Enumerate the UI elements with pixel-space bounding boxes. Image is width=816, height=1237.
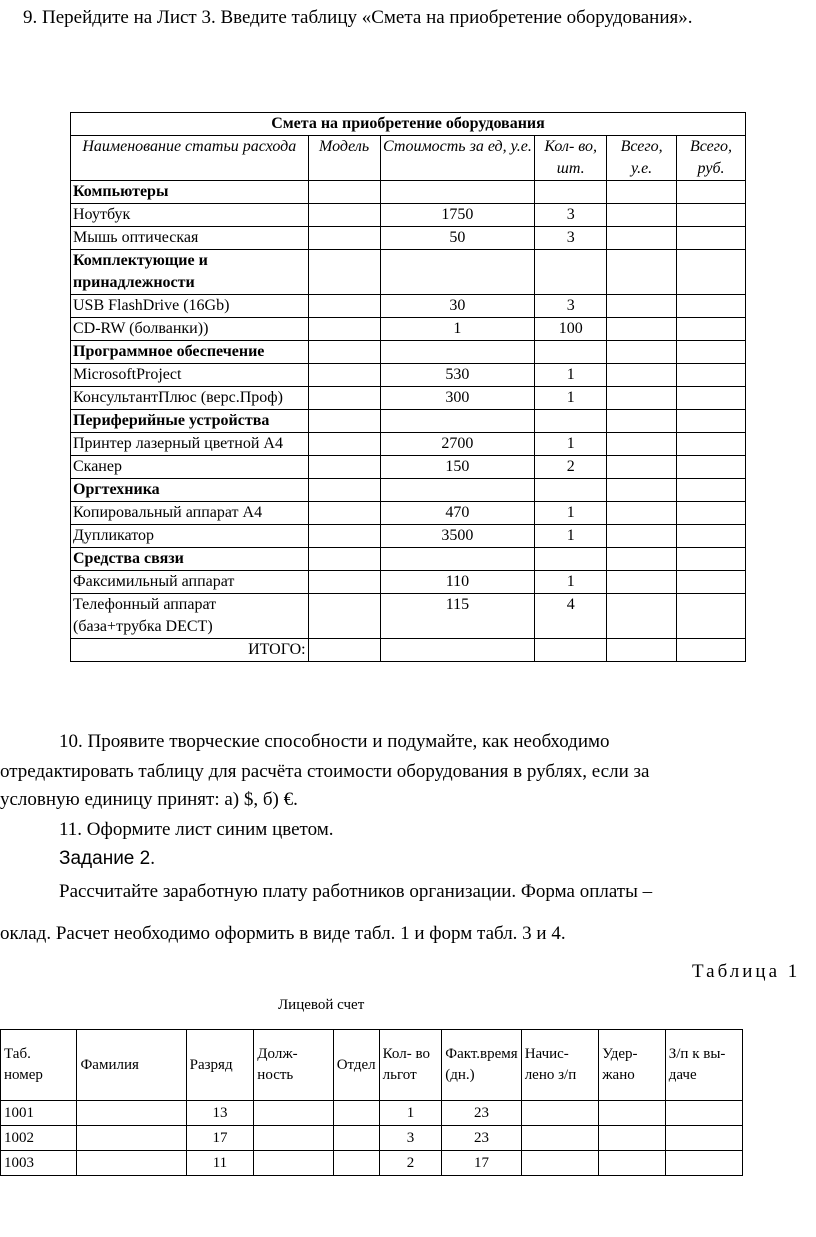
model-cell [308, 502, 380, 525]
item-name: CD-RW (болванки)) [71, 318, 309, 341]
col-header-qty: Кол- во, шт. [535, 136, 607, 181]
estimate-table-body [71, 181, 746, 639]
model-cell [308, 318, 380, 341]
table-cell [308, 639, 380, 662]
total-rub-cell [677, 479, 746, 502]
total-rub-cell [677, 502, 746, 525]
table-row [1, 1101, 743, 1126]
task-9: 9. Перейдите на Лист 3. Введите таблицу «Смета на приобретение оборудования». [23, 7, 693, 28]
task-10-line-1: 10. Проявите творческие способности и подумайте, как необходимо [59, 731, 610, 752]
total-ue-cell [607, 479, 677, 502]
benefits-cell: 3 [379, 1126, 442, 1151]
table-row [71, 295, 746, 318]
table-row [71, 204, 746, 227]
category-row [71, 410, 746, 433]
table-cell [677, 639, 746, 662]
item-name: Дупликатор [71, 525, 309, 548]
total-ue-cell [607, 318, 677, 341]
payout-cell [665, 1151, 742, 1176]
table-row [71, 502, 746, 525]
total-rub-cell [677, 341, 746, 364]
col-header-days: Факт.время (дн.) [442, 1030, 521, 1101]
table-row [71, 387, 746, 410]
qty-cell: 4 [535, 594, 607, 639]
col-header-payout: З/п к вы-даче [665, 1030, 742, 1101]
rank-cell: 17 [186, 1126, 254, 1151]
total-rub-cell [677, 410, 746, 433]
unit-price-cell: 30 [380, 295, 535, 318]
category-row [71, 341, 746, 364]
total-rub-cell [677, 227, 746, 250]
total-ue-cell [607, 571, 677, 594]
item-name: Мышь оптическая [71, 227, 309, 250]
qty-cell [535, 250, 607, 295]
col-header-accrued: Начис- лено з/п [521, 1030, 599, 1101]
total-ue-cell [607, 594, 677, 639]
item-name: MicrosoftProject [71, 364, 309, 387]
col-header-rank: Разряд [186, 1030, 254, 1101]
total-ue-cell [607, 364, 677, 387]
model-cell [308, 433, 380, 456]
category-name: Комплектующие и принадлежности [71, 250, 309, 295]
account-table-body [1, 1101, 743, 1176]
model-cell [308, 594, 380, 639]
table-row [71, 318, 746, 341]
qty-cell [535, 548, 607, 571]
total-rub-cell [677, 295, 746, 318]
task-2-line-2: оклад. Расчет необходимо оформить в виде табл. 1 и форм табл. 3 и 4. [0, 923, 566, 944]
col-header-benefits: Кол- во льгот [379, 1030, 442, 1101]
total-rub-cell [677, 364, 746, 387]
col-header-tab: Таб. номер [1, 1030, 77, 1101]
total-rub-cell [677, 181, 746, 204]
category-row [71, 250, 746, 295]
position-cell [254, 1151, 333, 1176]
task-2-heading [59, 847, 155, 871]
qty-cell: 1 [535, 525, 607, 548]
category-name: Средства связи [71, 548, 309, 571]
tab-cell: 1002 [1, 1126, 77, 1151]
total-rub-cell [677, 456, 746, 479]
item-name: Сканер [71, 456, 309, 479]
table-row [71, 571, 746, 594]
model-cell [308, 479, 380, 502]
unit-price-cell [380, 548, 535, 571]
model-cell [308, 548, 380, 571]
total-label: ИТОГО: [71, 639, 309, 662]
payout-cell [665, 1126, 742, 1151]
table-row [71, 594, 746, 639]
col-header-position: Долж- ность [254, 1030, 333, 1101]
model-cell [308, 227, 380, 250]
surname-cell [77, 1151, 186, 1176]
table-cell [380, 639, 535, 662]
dept-cell [333, 1151, 379, 1176]
qty-cell: 1 [535, 387, 607, 410]
unit-price-cell: 1 [380, 318, 535, 341]
unit-price-cell: 470 [380, 502, 535, 525]
col-header-surname: Фамилия [77, 1030, 186, 1101]
table-row [71, 525, 746, 548]
col-header-model: Модель [308, 136, 380, 181]
dept-cell [333, 1101, 379, 1126]
unit-price-cell: 150 [380, 456, 535, 479]
qty-cell: 1 [535, 364, 607, 387]
category-row [71, 548, 746, 571]
table-row [1, 1151, 743, 1176]
unit-price-cell [380, 250, 535, 295]
unit-price-cell: 3500 [380, 525, 535, 548]
model-cell [308, 525, 380, 548]
qty-cell [535, 181, 607, 204]
task-2-dot: . [150, 848, 155, 869]
item-name: КонсультантПлюс (верс.Проф) [71, 387, 309, 410]
col-header-withheld: Удер- жано [599, 1030, 666, 1101]
qty-cell [535, 479, 607, 502]
rank-cell: 11 [186, 1151, 254, 1176]
col-header-unit-price: Стоимость за ед, у.е. [380, 136, 535, 181]
unit-price-cell [380, 341, 535, 364]
item-name: USB FlashDrive (16Gb) [71, 295, 309, 318]
qty-cell: 3 [535, 204, 607, 227]
item-name: Факсимильный аппарат [71, 571, 309, 594]
total-ue-cell [607, 341, 677, 364]
tab-cell: 1001 [1, 1101, 77, 1126]
item-name: Телефонный аппарат (база+трубка DECT) [71, 594, 309, 639]
task-11: 11. Оформите лист синим цветом. [59, 819, 334, 840]
unit-price-cell: 110 [380, 571, 535, 594]
total-ue-cell [607, 525, 677, 548]
qty-cell: 2 [535, 456, 607, 479]
total-rub-cell [677, 318, 746, 341]
total-ue-cell [607, 387, 677, 410]
task-2-title: Задание 2 [59, 848, 151, 869]
total-rub-cell [677, 571, 746, 594]
total-ue-cell [607, 204, 677, 227]
unit-price-cell [380, 479, 535, 502]
item-name: Копировальный аппарат А4 [71, 502, 309, 525]
unit-price-cell: 530 [380, 364, 535, 387]
category-row [71, 479, 746, 502]
tab-cell: 1003 [1, 1151, 77, 1176]
col-header-name: Наименование статьи расхода [71, 136, 309, 181]
table-cell [535, 639, 607, 662]
category-name: Периферийные устройства [71, 410, 309, 433]
model-cell [308, 181, 380, 204]
model-cell [308, 250, 380, 295]
qty-cell: 1 [535, 502, 607, 525]
total-ue-cell [607, 502, 677, 525]
model-cell [308, 295, 380, 318]
item-name: Принтер лазерный цветной А4 [71, 433, 309, 456]
category-name: Оргтехника [71, 479, 309, 502]
col-header-total-rub: Всего, руб. [677, 136, 746, 181]
unit-price-cell: 1750 [380, 204, 535, 227]
task-10-line-3: условную единицу принят: а) $, б) €. [0, 789, 298, 810]
task-10-line-2: отредактировать таблицу для расчёта стоимости оборудования в рублях, если за [0, 761, 650, 782]
total-rub-cell [677, 548, 746, 571]
dept-cell [333, 1126, 379, 1151]
table-caption: Таблица 1 [692, 961, 801, 982]
accrued-cell [521, 1126, 599, 1151]
total-ue-cell [607, 227, 677, 250]
accrued-cell [521, 1101, 599, 1126]
task-2-line-1: Рассчитайте заработную плату работников организации. Форма оплаты – [59, 881, 653, 902]
table-cell [607, 639, 677, 662]
total-ue-cell [607, 250, 677, 295]
model-cell [308, 341, 380, 364]
total-ue-cell [607, 433, 677, 456]
unit-price-cell [380, 181, 535, 204]
total-rub-cell [677, 250, 746, 295]
total-ue-cell [607, 410, 677, 433]
model-cell [308, 204, 380, 227]
total-rub-cell [677, 387, 746, 410]
total-ue-cell [607, 295, 677, 318]
estimate-table [70, 112, 746, 662]
surname-cell [77, 1101, 186, 1126]
total-rub-cell [677, 525, 746, 548]
table-row [1, 1126, 743, 1151]
total-ue-cell [607, 181, 677, 204]
surname-cell [77, 1126, 186, 1151]
model-cell [308, 456, 380, 479]
days-cell: 23 [442, 1101, 521, 1126]
model-cell [308, 410, 380, 433]
total-rub-cell [677, 594, 746, 639]
unit-price-cell: 50 [380, 227, 535, 250]
benefits-cell: 2 [379, 1151, 442, 1176]
category-name: Компьютеры [71, 181, 309, 204]
model-cell [308, 364, 380, 387]
total-rub-cell [677, 433, 746, 456]
col-header-dept: Отдел [333, 1030, 379, 1101]
qty-cell [535, 410, 607, 433]
unit-price-cell: 2700 [380, 433, 535, 456]
qty-cell: 1 [535, 571, 607, 594]
benefits-cell: 1 [379, 1101, 442, 1126]
estimate-table-title: Смета на приобретение оборудования [71, 113, 746, 136]
days-cell: 23 [442, 1126, 521, 1151]
days-cell: 17 [442, 1151, 521, 1176]
withheld-cell [599, 1126, 666, 1151]
model-cell [308, 571, 380, 594]
withheld-cell [599, 1151, 666, 1176]
position-cell [254, 1101, 333, 1126]
total-ue-cell [607, 456, 677, 479]
table-row [71, 227, 746, 250]
payout-cell [665, 1101, 742, 1126]
category-name: Программное обеспечение [71, 341, 309, 364]
account-title: Лицевой счет [278, 997, 365, 1013]
withheld-cell [599, 1101, 666, 1126]
qty-cell [535, 341, 607, 364]
col-header-total-ue: Всего, у.е. [607, 136, 677, 181]
account-table [0, 1029, 743, 1176]
accrued-cell [521, 1151, 599, 1176]
table-row [71, 456, 746, 479]
rank-cell: 13 [186, 1101, 254, 1126]
model-cell [308, 387, 380, 410]
position-cell [254, 1126, 333, 1151]
table-row [71, 433, 746, 456]
total-ue-cell [607, 548, 677, 571]
item-name: Ноутбук [71, 204, 309, 227]
unit-price-cell [380, 410, 535, 433]
table-row [71, 364, 746, 387]
category-row [71, 181, 746, 204]
total-rub-cell [677, 204, 746, 227]
qty-cell: 1 [535, 433, 607, 456]
unit-price-cell: 300 [380, 387, 535, 410]
unit-price-cell: 115 [380, 594, 535, 639]
qty-cell: 3 [535, 295, 607, 318]
qty-cell: 100 [535, 318, 607, 341]
qty-cell: 3 [535, 227, 607, 250]
